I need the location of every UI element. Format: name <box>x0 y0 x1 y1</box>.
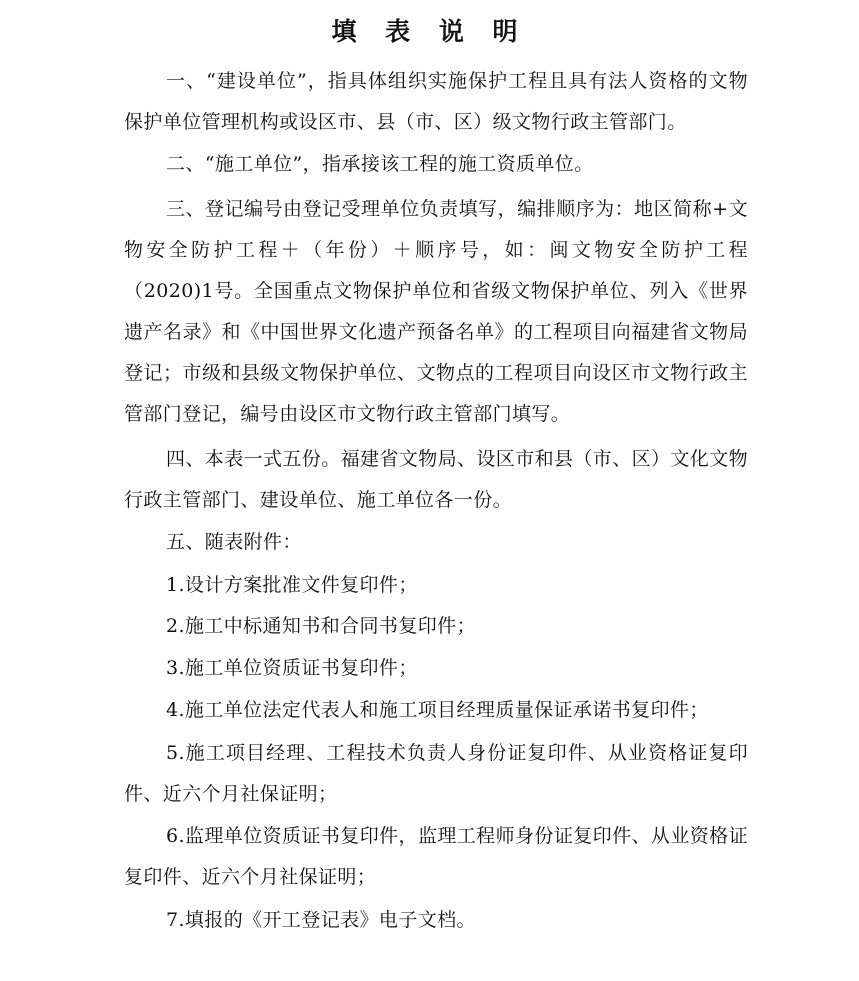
attachment-item-6: 6.监理单位资质证书复印件，监理工程师身份证复印件、从业资格证复印件、近六个月社保证明； <box>124 825 748 888</box>
attachment-item-7: 7.填报的《开工登记表》电子文档。 <box>166 909 476 931</box>
paragraph-3-registration-number: 三、登记编号由登记受理单位负责填写，编排顺序为：地区简称+文物安全防护工程＋（年份）＋顺序号，如：闽文物安全防护工程（2020)1号。全国重点文物保护单位和省级文物保护单位、列入《世界遗产名录》和《中国世界文化遗产预备名单》的工程项目向福建省文物局登记；市级和县级文物保护单位、文物点的工程项目向设区市文物行政主管部门登记，编号由设区市文物行政主管部门填写。 <box>124 198 748 425</box>
attachment-item-5: 5.施工项目经理、工程技术负责人身份证复印件、从业资格证复印件、近六个月社保证明； <box>124 742 748 805</box>
paragraph-2-builder-unit: 二、“施工单位”，指承接该工程的施工资质单位。 <box>166 153 594 175</box>
attachment-item-3: 3.施工单位资质证书复印件； <box>166 657 418 679</box>
paragraph-4-copies: 四、本表一式五份。福建省文物局、设区市和县（市、区）文化文物行政主管部门、建设单位、施工单位各一份。 <box>124 448 749 511</box>
document-title: 填 表 说 明 <box>331 17 528 46</box>
attachment-item-4: 4.施工单位法定代表人和施工项目经理质量保证承诺书复印件； <box>166 699 709 721</box>
paragraph-5-attachments-heading: 五、随表附件： <box>166 531 302 553</box>
paragraph-1-construction-unit: 一、“建设单位”，指具体组织实施保护工程且具有法人资格的文物保护单位管理机构或设区市、县（市、区）级文物行政主管部门。 <box>124 70 748 133</box>
attachment-item-2: 2.施工中标通知书和合同书复印件； <box>166 615 476 637</box>
attachment-item-1: 1.设计方案批准文件复印件； <box>166 574 418 596</box>
